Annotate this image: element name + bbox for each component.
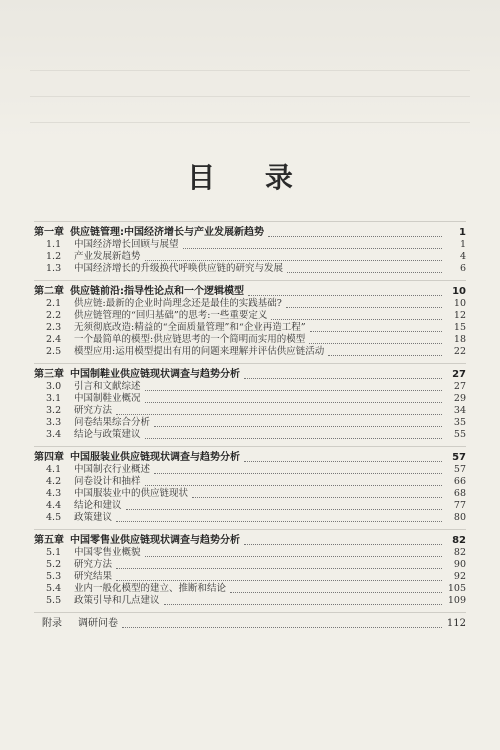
dot-leader — [154, 473, 442, 474]
toc-section-entry[interactable] — [34, 571, 466, 583]
entry-number: 4.5 — [46, 512, 62, 523]
entry-number: 5.1 — [46, 547, 62, 558]
dot-leader — [145, 556, 442, 557]
entry-number: 5.2 — [46, 559, 62, 570]
dot-leader — [286, 307, 442, 308]
show-through-line — [30, 122, 470, 123]
entry-page-number: 77 — [453, 500, 466, 511]
toc-section-entry[interactable] — [34, 393, 466, 405]
toc-section-entry[interactable] — [34, 547, 466, 559]
entry-title: 问卷设计和抽样 — [74, 476, 141, 487]
entry-number: 4.3 — [46, 488, 62, 499]
entry-title: 引言和文献综述 — [74, 381, 141, 392]
entry-page-number: 35 — [453, 417, 466, 428]
entry-number: 第四章 — [34, 452, 64, 463]
entry-page-number: 57 — [453, 464, 466, 475]
entry-number: 第三章 — [34, 369, 64, 380]
entry-title: 政策建议 — [74, 512, 113, 523]
dot-leader — [309, 343, 442, 344]
entry-page-number: 90 — [453, 559, 466, 570]
toc-section-entry[interactable] — [34, 488, 466, 500]
entry-page-number: 15 — [453, 322, 466, 333]
toc-section-entry[interactable] — [34, 417, 466, 429]
toc-chapter-entry[interactable] — [34, 227, 466, 239]
entry-title: 中国经济增长的升级换代呼唤供应链的研究与发展 — [74, 263, 284, 274]
toc-section-entry[interactable] — [34, 429, 466, 441]
entry-number: 4.2 — [46, 476, 62, 487]
toc-chapter-entry[interactable] — [34, 369, 466, 381]
dot-leader — [145, 485, 442, 486]
entry-page-number: 92 — [453, 571, 466, 582]
toc-section-entry[interactable] — [34, 310, 466, 322]
entry-number: 2.5 — [46, 346, 62, 357]
entry-title: 业内一般化模型的建立、推断和结论 — [74, 583, 227, 594]
entry-page-number: 109 — [447, 595, 466, 606]
toc-section-entry[interactable] — [34, 334, 466, 346]
entry-number: 2.4 — [46, 334, 62, 345]
separator-rule — [34, 446, 466, 447]
dot-leader — [145, 260, 442, 261]
entry-title: 模型应用:运用模型提出有用的问题来理解并评估供应链活动 — [74, 346, 325, 357]
entry-number: 3.1 — [46, 393, 62, 404]
dot-leader — [145, 390, 442, 391]
dot-leader — [244, 378, 442, 379]
dot-leader — [248, 295, 442, 296]
toc-section-entry[interactable] — [34, 263, 466, 275]
entry-title: 中国服装业中的供应链现状 — [74, 488, 189, 499]
entry-page-number: 4 — [459, 251, 466, 262]
dot-leader — [192, 497, 442, 498]
entry-title: 结论和建议 — [74, 500, 122, 511]
toc-section-entry[interactable] — [34, 405, 466, 417]
dot-leader — [287, 272, 442, 273]
toc-section-entry[interactable] — [34, 298, 466, 310]
dot-leader — [328, 355, 442, 356]
entry-title: 中国制衣行业概述 — [74, 464, 151, 475]
entry-page-number: 105 — [447, 583, 466, 594]
toc-appendix-entry[interactable] — [34, 618, 466, 630]
dot-leader — [183, 248, 442, 249]
dot-leader — [154, 426, 442, 427]
entry-number: 第五章 — [34, 535, 64, 546]
entry-number: 5.3 — [46, 571, 62, 582]
separator-rule — [34, 280, 466, 281]
toc-chapter-entry[interactable] — [34, 286, 466, 298]
entry-number: 附录 — [42, 618, 62, 629]
entry-page-number: 82 — [453, 547, 466, 558]
dot-leader — [122, 627, 442, 628]
entry-page-number: 27 — [453, 381, 466, 392]
dot-leader — [116, 568, 442, 569]
dot-leader — [268, 236, 442, 237]
separator-rule — [34, 529, 466, 530]
entry-title: 政策引导和几点建议 — [74, 595, 160, 606]
dot-leader — [310, 331, 442, 332]
entry-title: 中国服装业供应链现状调查与趋势分析 — [70, 452, 240, 463]
toc-section-entry[interactable] — [34, 559, 466, 571]
toc-section-entry[interactable] — [34, 476, 466, 488]
toc-chapter-entry[interactable] — [34, 452, 466, 464]
toc-section-entry[interactable] — [34, 322, 466, 334]
entry-number: 2.1 — [46, 298, 62, 309]
toc-title: 目 录 — [187, 161, 313, 194]
dot-leader — [145, 438, 442, 439]
entry-page-number: 1 — [459, 239, 466, 250]
entry-page-number: 29 — [453, 393, 466, 404]
entry-title: 中国制鞋业概况 — [74, 393, 141, 404]
entry-title: 无须彻底改造:精益的“全面质量管理”和“企业再造工程” — [74, 322, 306, 333]
entry-title: 结论与政策建议 — [74, 429, 141, 440]
entry-page-number: 55 — [453, 429, 466, 440]
toc-section-entry[interactable] — [34, 464, 466, 476]
dot-leader — [244, 461, 442, 462]
toc-section-entry[interactable] — [34, 346, 466, 358]
dot-leader — [271, 319, 442, 320]
entry-page-number: 12 — [453, 310, 466, 321]
entry-page-number: 68 — [453, 488, 466, 499]
entry-page-number: 27 — [452, 369, 466, 380]
entry-number: 5.4 — [46, 583, 62, 594]
entry-title: 产业发展新趋势 — [74, 251, 141, 262]
dot-leader — [164, 604, 442, 605]
separator-rule — [34, 612, 466, 613]
entry-number: 5.5 — [46, 595, 62, 606]
table-of-contents — [34, 216, 466, 630]
dot-leader — [244, 544, 442, 545]
entry-number: 1.1 — [46, 239, 62, 250]
entry-page-number: 10 — [452, 286, 466, 297]
entry-page-number: 1 — [459, 227, 466, 238]
entry-title: 中国经济增长回顾与展望 — [74, 239, 179, 250]
dot-leader — [116, 414, 442, 415]
entry-page-number: 6 — [459, 263, 466, 274]
toc-section-entry[interactable] — [34, 512, 466, 524]
entry-page-number: 34 — [453, 405, 466, 416]
entry-page-number: 22 — [453, 346, 466, 357]
entry-title: 中国制鞋业供应链现状调查与趋势分析 — [70, 369, 240, 380]
entry-number: 3.0 — [46, 381, 62, 392]
entry-title: 研究结果 — [74, 571, 113, 582]
toc-section-entry[interactable] — [34, 239, 466, 251]
toc-chapter-entry[interactable] — [34, 535, 466, 547]
entry-number: 第二章 — [34, 286, 64, 297]
entry-number: 第一章 — [34, 227, 64, 238]
entry-title: 一个最简单的模型:供应链思考的一个简明而实用的模型 — [74, 334, 306, 345]
entry-page-number: 18 — [453, 334, 466, 345]
entry-title: 供应链:最新的企业时尚理念还是最佳的实践基础? — [74, 298, 282, 309]
dot-leader — [116, 580, 442, 581]
entry-title: 研究方法 — [74, 405, 113, 416]
show-through-line — [30, 96, 470, 97]
toc-section-entry[interactable] — [34, 251, 466, 263]
toc-section-entry[interactable] — [34, 583, 466, 595]
entry-number: 3.3 — [46, 417, 62, 428]
entry-page-number: 66 — [453, 476, 466, 487]
entry-page-number: 57 — [452, 452, 466, 463]
dot-leader — [116, 521, 442, 522]
toc-section-entry[interactable] — [34, 500, 466, 512]
entry-number: 2.3 — [46, 322, 62, 333]
toc-section-entry[interactable] — [34, 595, 466, 607]
separator-rule — [34, 363, 466, 364]
entry-title: 研究方法 — [74, 559, 113, 570]
entry-title: 调研问卷 — [78, 618, 118, 629]
entry-page-number: 80 — [453, 512, 466, 523]
entry-title: 问卷结果综合分析 — [74, 417, 151, 428]
entry-title: 中国零售业供应链现状调查与趋势分析 — [70, 535, 240, 546]
entry-number: 4.1 — [46, 464, 62, 475]
separator-rule — [34, 221, 466, 222]
entry-number: 1.3 — [46, 263, 62, 274]
show-through-line — [30, 70, 470, 71]
dot-leader — [145, 402, 442, 403]
entry-number: 3.4 — [46, 429, 62, 440]
toc-section-entry[interactable] — [34, 381, 466, 393]
entry-number: 1.2 — [46, 251, 62, 262]
entry-title: 供应链前沿:指导性论点和一个逻辑模型 — [70, 286, 244, 297]
entry-page-number: 112 — [446, 618, 466, 629]
entry-title: 中国零售业概貌 — [74, 547, 141, 558]
dot-leader — [230, 592, 442, 593]
entry-page-number: 10 — [453, 298, 466, 309]
show-through-background — [0, 0, 500, 140]
entry-number: 4.4 — [46, 500, 62, 511]
entry-title: 供应链管理的“回归基础”的思考:一些重要定义 — [74, 310, 268, 321]
dot-leader — [126, 509, 442, 510]
entry-number: 2.2 — [46, 310, 62, 321]
entry-number: 3.2 — [46, 405, 62, 416]
entry-page-number: 82 — [452, 535, 466, 546]
entry-title: 供应链管理:中国经济增长与产业发展新趋势 — [70, 227, 264, 238]
